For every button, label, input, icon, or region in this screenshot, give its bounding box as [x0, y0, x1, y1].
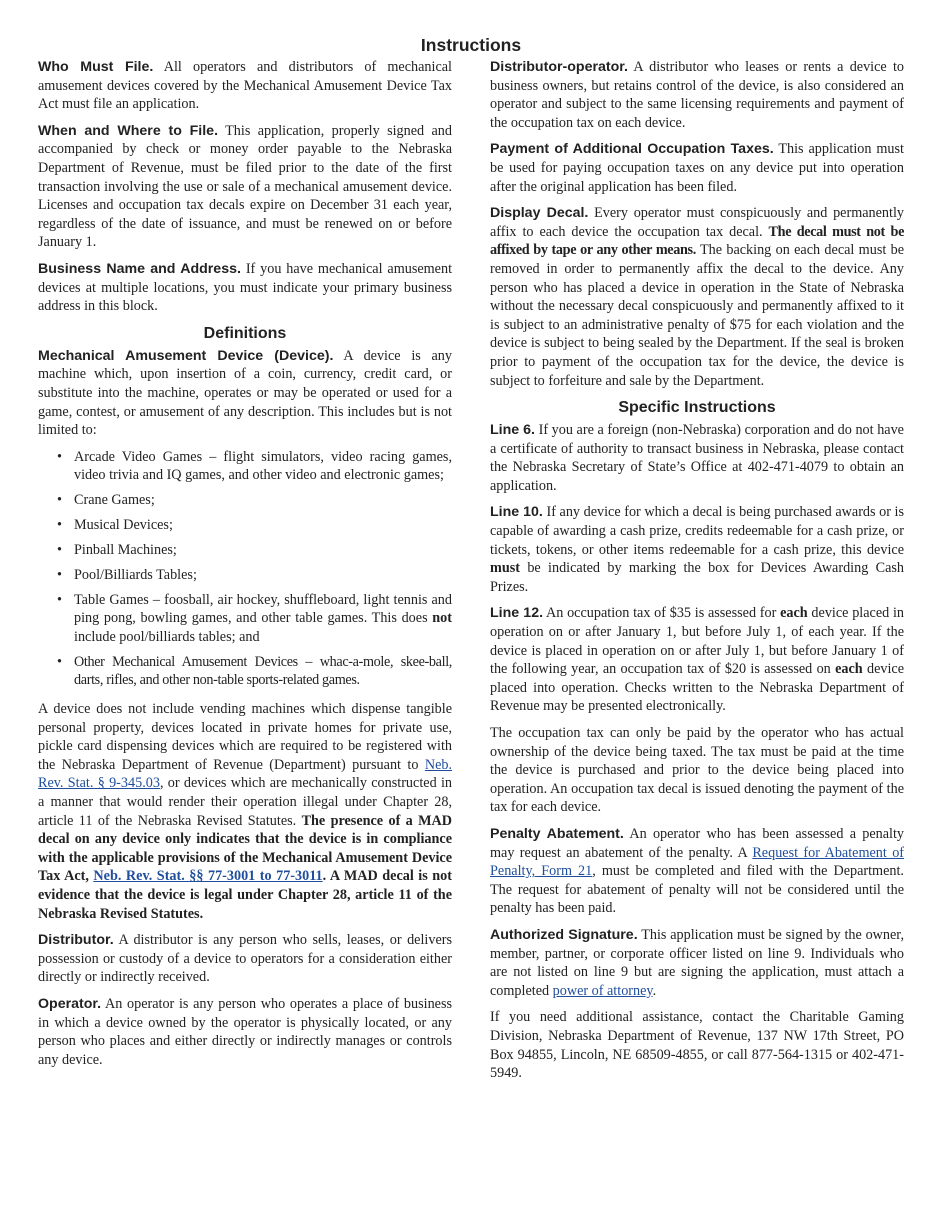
when-where-heading: When and Where to File. — [38, 122, 219, 139]
exclusion-bold-text: . A MAD decal is not evidence that the device is legal under Chapter 28, article 11 of the Nebraska Revised Statutes. — [38, 868, 452, 922]
exclusion-text: A device does not include vending machines which dispense tangible personal property, devices located in private homes for private use, pickle card dispensing devices which are required to be registered with the Nebraska Department of Revenue (Department) pursuant to — [38, 701, 452, 773]
authorized-signature-text: . — [652, 982, 657, 999]
business-name-paragraph — [38, 260, 452, 316]
line6-text: If you are a foreign (non-Nebraska) corporation and do not have a certificate of authority to transact business in Nebraska, please contact the Nebraska Secretary of State’s Office at 402-471-4079 to obtain an application. — [490, 422, 904, 494]
instructions-page — [38, 34, 904, 1214]
distributor-heading: Distributor. — [38, 932, 114, 949]
line10-text: If any device for which a decal is being purchased awards or is capable of awarding a cash prize, credits redeemable for a cash prize, or tickets, tokens, or other items redeemable for a cash prize, this device — [490, 504, 905, 558]
mad-paragraph — [38, 347, 452, 440]
list-item — [74, 591, 452, 647]
line12-bold: each — [835, 661, 863, 678]
line12-paragraph — [490, 604, 904, 716]
mad-heading: Mechanical Amusement Device (Device). — [38, 347, 334, 364]
who-must-file-paragraph — [38, 58, 452, 114]
list-item: • Arcade Video Games – flight simulators, video racing games, video trivia and IQ games, and other video and electronic games; — [74, 448, 452, 485]
distributor-text: A distributor is any person who sells, leases, or delivers possession or custody of a device to operators for a consideration either directly or indirectly received. — [38, 932, 453, 986]
distributor-operator-text: A distributor who leases or rents a device to business owners, but retains control of the device, is also considered an operator and subject to the same licensing requirements and payment of the occupation tax on each device. — [490, 59, 904, 131]
authorized-signature-text: This application must be signed by the owner, member, partner, or corporate officer listed on line 9. Individuals who are not listed on line 9 but are signing the application, must attach a completed — [490, 926, 905, 999]
display-decal-text: The backing on each decal must be removed in order to permanently affix the decal to the device. Any person who has placed a device in operation in the State of Nebraska without the necessary decal conspicuously and permanently affixed to it is subject to an administrative penalty of $75 for each violation and the device is subject to being sealed by the Department. If the seal is broken prior to payment of the occupation tax for the device, the device is subject to forfeiture and sale by the Department. — [490, 242, 904, 389]
display-decal-heading: Display Decal. — [490, 205, 589, 222]
authorized-signature-heading: Authorized Signature. — [490, 926, 638, 943]
list-item: • Crane Games; — [74, 491, 452, 510]
right-column — [490, 58, 904, 1091]
page-title: Instructions — [420, 35, 522, 55]
two-column-body — [38, 58, 904, 1091]
when-where-text: This application, properly signed and accompanied by check or money order payable to the Nebraska Department of Revenue, must be filed prior to the date of the first transaction involving the use or sale of a mechanical amusement device. Licenses and occupation tax decals expire on December 31 each year, regardless of the date of issuance, and must be renewed on or before January 1. — [38, 122, 452, 251]
who-must-file-text: All operators and distributors of mechanical amusement devices covered by the Mechanical Amusement Device Tax Act must file an application. — [38, 59, 452, 113]
penalty-abatement-text: An operator who has been assessed a penalty may request an abatement of the penalty. A — [490, 825, 905, 861]
distributor-operator-heading: Distributor-operator. — [490, 59, 628, 75]
display-decal-paragraph — [490, 204, 904, 390]
device-exclusion-paragraph — [38, 700, 452, 923]
specific-instructions-heading: Specific Instructions — [618, 399, 776, 417]
additional-taxes-paragraph — [490, 140, 904, 196]
mad-text: A device is any machine which, upon insertion of a coin, currency, credit card, or substitute into the machine, operates or may be operated or used for a game, contest, or amusement of any description. This includes but is not limited to: — [38, 347, 452, 439]
list-item: • Other Mechanical Amusement Devices – whac-a-mole, skee-ball, darts, rifles, and other non-table sports-related games. — [74, 653, 452, 690]
penalty-abatement-heading: Penalty Abatement. — [490, 825, 624, 842]
line6-heading: Line 6. — [490, 422, 535, 439]
list-item: • Pinball Machines; — [74, 541, 452, 560]
power-of-attorney-link[interactable]: power of attorney — [552, 982, 653, 999]
list-item-text: include pool/billiards tables; and — [74, 628, 260, 645]
list-item: • Musical Devices; — [74, 516, 452, 535]
display-decal-text: Every operator must conspicuously and permanently affix to each device the occupation tax decal. — [490, 205, 904, 240]
exclusion-bold-text: The presence of a MAD decal on any device only indicates that the device is in compliance with the applicable provisions of the Mechanical Amusement Device Tax Act, — [38, 812, 452, 885]
operator-heading: Operator. — [38, 995, 102, 1012]
operator-paragraph — [38, 995, 452, 1069]
line6-paragraph — [490, 421, 904, 495]
business-name-heading: Business Name and Address. — [38, 260, 241, 277]
operator-text: An operator is any person who operates a place of business in which a device owned by the operator is physically located, or any person who places and either directly or indirectly manages or controls any device. — [38, 995, 453, 1068]
exclusion-text: , or devices which are mechanically constructed in a manner that would render their operation illegal under Chapter 28, article 11 of the Nebraska Revised Statutes. — [38, 775, 452, 829]
additional-taxes-text: This application must be used for paying occupation taxes on any device put into operation after the original application has been filed. — [490, 141, 904, 195]
line10-paragraph — [490, 503, 904, 596]
line12-text: device placed into operation. Checks written to the Nebraska Department of Revenue may be presented electronically. — [490, 661, 905, 715]
additional-taxes-heading: Payment of Additional Occupation Taxes. — [490, 141, 774, 158]
line10-text: be indicated by marking the box for Devices Awarding Cash Prizes. — [490, 560, 905, 595]
line12-heading: Line 12. — [490, 605, 544, 622]
occupation-tax-paragraph: The occupation tax can only be paid by the operator who has actual ownership of the device being taxed. The tax must be paid at the time the device is purchased and prior to the device being placed into operation. An occupation tax decal is issued denoting the payment of the tax for each device. — [490, 725, 904, 816]
definitions-heading: Definitions — [203, 324, 287, 342]
authorized-signature-paragraph — [490, 926, 904, 1000]
when-where-paragraph — [38, 122, 452, 252]
line12-text: device placed in operation on or after January 1, but before July 1, of each year. If the device is placed in operation on or after July 1, but before January 1 of the following year, an occupation tax of $20 is assessed on — [490, 605, 904, 678]
distributor-paragraph — [38, 931, 452, 987]
statute-link-9-345[interactable]: Neb. Rev. Stat. § 9-345.03 — [38, 756, 453, 792]
list-item-bold: not — [432, 610, 452, 627]
form-21-link[interactable]: Request for Abatement of Penalty, Form 21 — [490, 844, 905, 880]
line12-bold: each — [780, 605, 808, 622]
distributor-operator-paragraph — [490, 58, 904, 132]
business-name-text: If you have mechanical amusement devices at multiple locations, you must indicate your primary business address in this block. — [38, 260, 453, 315]
penalty-abatement-paragraph — [490, 825, 904, 918]
line10-heading: Line 10. — [490, 504, 543, 521]
penalty-abatement-text: , must be completed and filed with the Department. The request for abatement of penalty will not be considered until the penalty has been paid. — [490, 863, 904, 917]
display-decal-bold: The decal must not be affixed by tape or any other means. — [490, 223, 905, 259]
statute-link-77-3001[interactable]: Neb. Rev. Stat. §§ 77-3001 to 77-3011 — [93, 868, 323, 885]
left-column — [38, 58, 452, 1091]
list-item: • Pool/Billiards Tables; — [74, 566, 452, 585]
line12-text: An occupation tax of $35 is assessed for — [546, 605, 777, 622]
line10-bold: must — [490, 560, 520, 577]
device-type-list — [38, 448, 452, 690]
who-must-file-heading: Who Must File. — [38, 59, 154, 75]
contact-paragraph: If you need additional assistance, contact the Charitable Gaming Division, Nebraska Department of Revenue, 137 NW 17th Street, PO Box 94855, Lincoln, NE 68509-4855, or call 877-564-1315 or 402-471-5949. — [490, 1009, 904, 1082]
list-item-text: Table Games – foosball, air hockey, shuffleboard, light tennis and ping pong, bowling games, and other table games. This does — [74, 591, 452, 627]
